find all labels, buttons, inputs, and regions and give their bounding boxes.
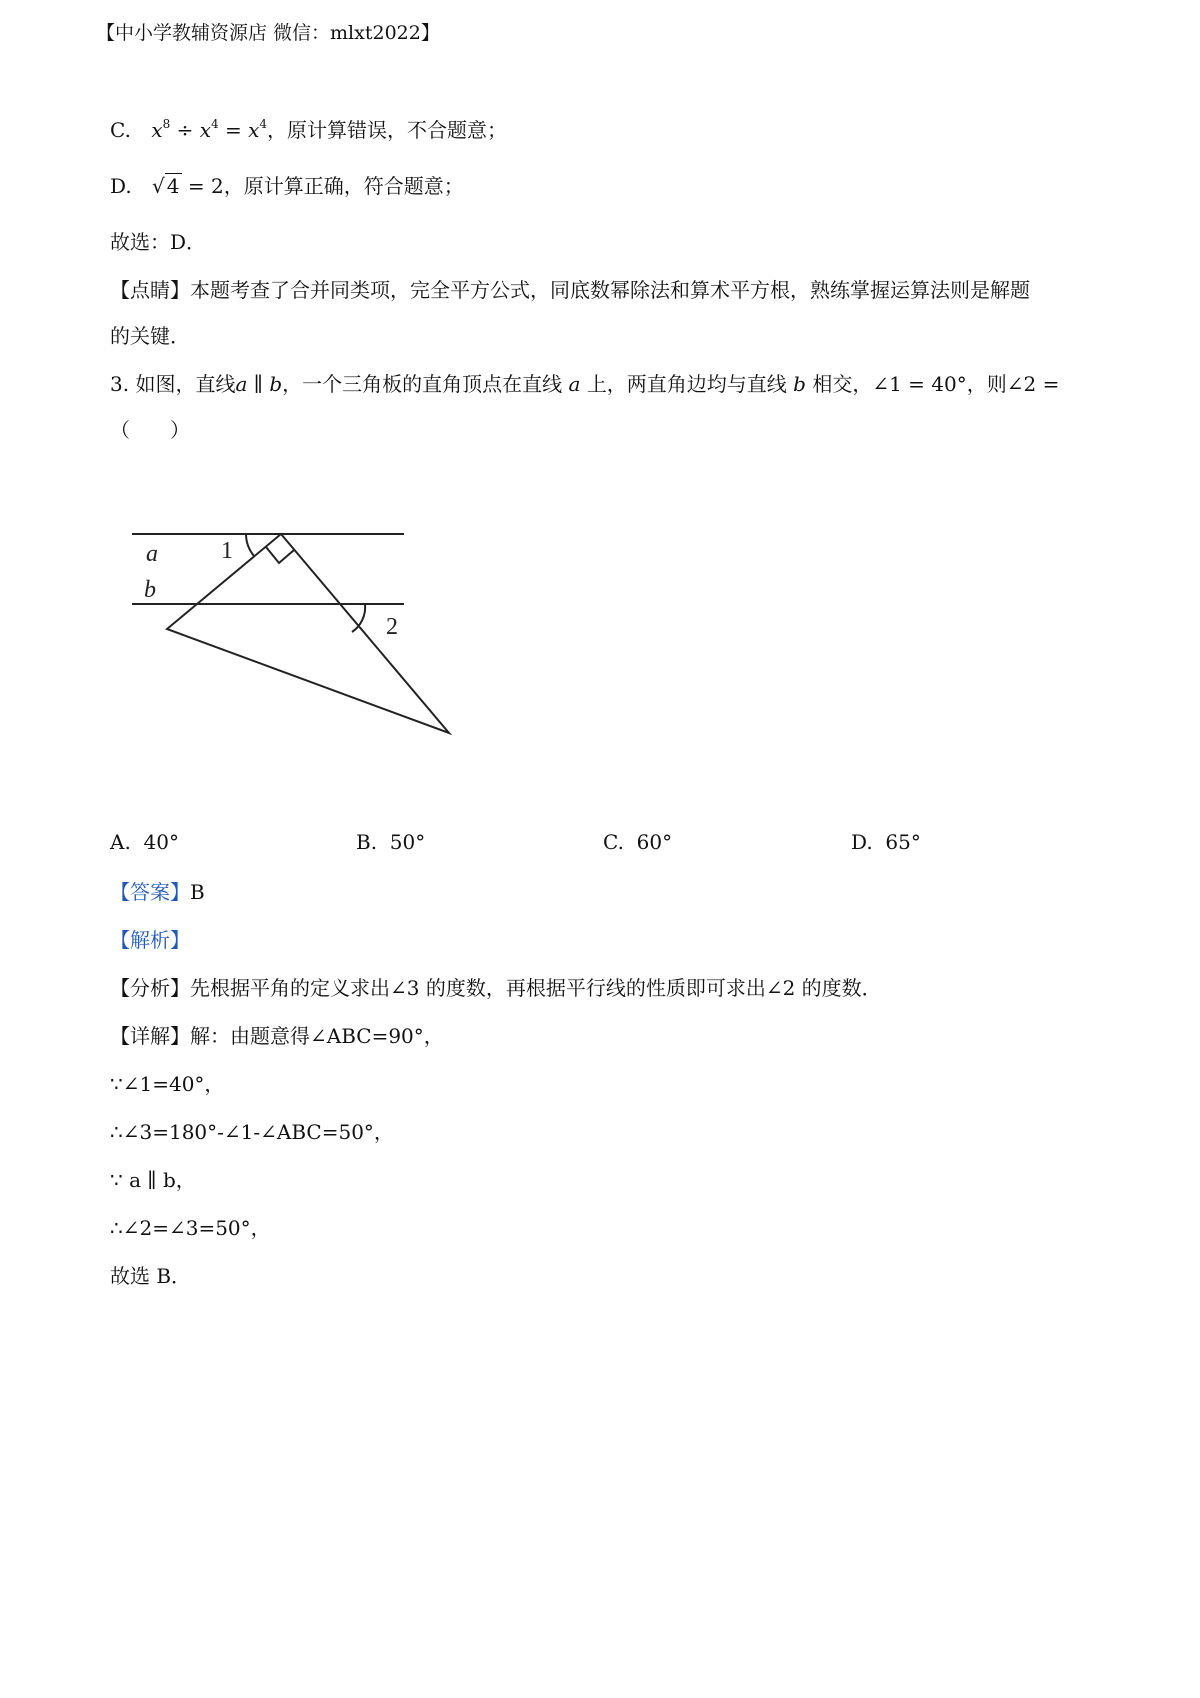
label-angle-2: 2 <box>386 614 398 640</box>
angle2-arc <box>352 604 365 632</box>
triangle <box>167 534 449 733</box>
option-b: B. 50° <box>356 830 426 854</box>
option-c: C. 60° <box>603 830 673 854</box>
analysis-tag: 【解析】 <box>110 928 190 952</box>
detail-line-3: ∴∠3=180°-∠1-∠ABC=50°， <box>110 1120 394 1144</box>
label-angle-1: 1 <box>221 538 233 564</box>
page-header: 【中小学教辅资源店 微信：mlxt2022】 <box>96 22 440 44</box>
option-a: A. 40° <box>110 830 179 854</box>
prev-choice: 故选：D． <box>110 230 207 254</box>
detail-line-5: ∴∠2=∠3=50°， <box>110 1216 271 1240</box>
analysis-text: 【分析】先根据平角的定义求出∠3 的度数，再根据平行线的性质即可求出∠2 的度数． <box>110 976 882 1000</box>
question-3-paren: （ ） <box>110 418 190 442</box>
detail-line-2: ∵∠1=40°， <box>110 1072 225 1096</box>
formula-c: $x^8 \div x^4 = x^4$ <box>151 117 268 142</box>
prev-note-line1: 【点睛】本题考查了合并同类项，完全平方公式，同底数幂除法和算术平方根，熟练掌握运算法则是解题 <box>110 278 1030 302</box>
label-line-a: a <box>146 541 158 567</box>
right-angle-mark <box>266 547 294 563</box>
answer-value: B <box>190 880 205 904</box>
prev-note-line2: 的关键． <box>110 324 190 348</box>
option-d-explanation: D. √ 4 = 2，原计算正确，符合题意； <box>110 174 464 198</box>
label-line-b: b <box>144 577 156 603</box>
formula-d: √ 4 = 2 <box>152 174 224 198</box>
detail-line-4: ∵ a ∥ b， <box>110 1168 196 1192</box>
option-c-explanation: C. $x^8 \div x^4 = x^4$，原计算错误，不合题意； <box>110 117 508 142</box>
option-d: D. 65° <box>851 830 921 854</box>
detail-line-1: 【详解】解：由题意得∠ABC=90°， <box>110 1024 444 1048</box>
angle1-arc <box>246 534 254 556</box>
answer-tag: 【答案】 <box>110 880 190 904</box>
detail-line-6: 故选 B． <box>110 1264 192 1288</box>
answer <box>110 878 205 906</box>
question-3-stem: 3. 如图，直线a ∥ b，一个三角板的直角顶点在直线 a 上，两直角边均与直线 b 相交，∠1 = 40°，则∠2 = <box>110 372 1060 396</box>
